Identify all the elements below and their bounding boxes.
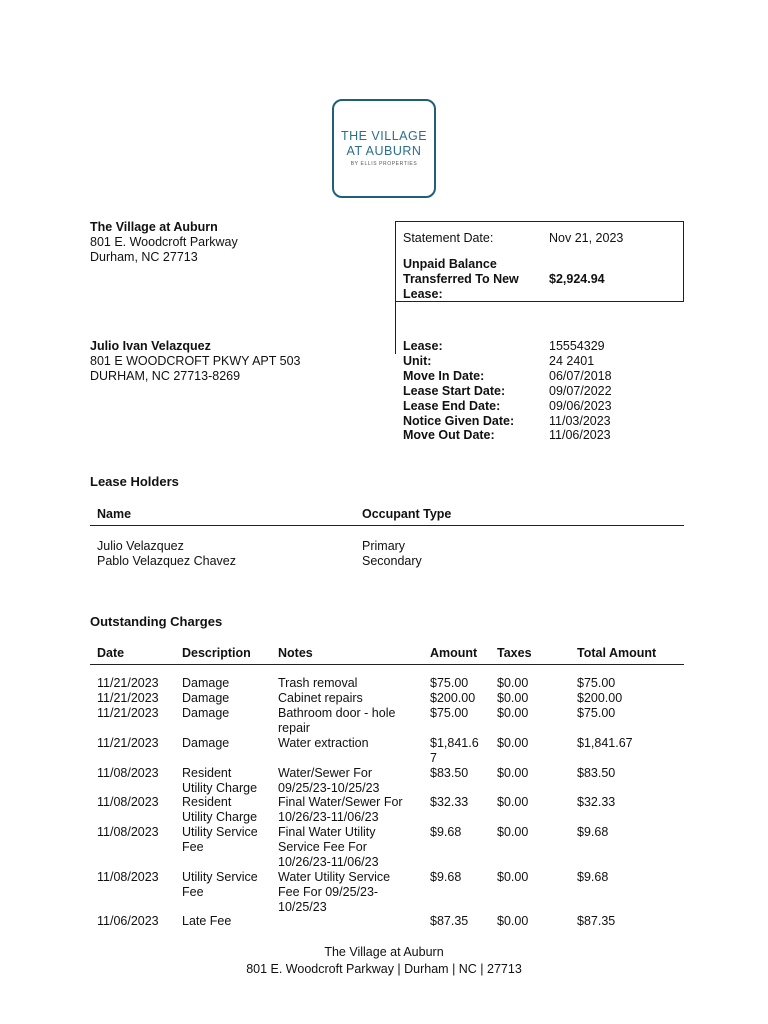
tenant-address-line-2: DURHAM, NC 27713-8269: [90, 369, 241, 383]
unpaid-balance-value: $2,924.94: [549, 272, 605, 286]
charge-desc-cell: Damage: [182, 691, 230, 705]
footer-line-2: 801 E. Woodcroft Parkway | Durham | NC | 27713: [246, 962, 522, 976]
charge-taxes-cell: $0.00: [497, 766, 529, 780]
lease-holders-header: [90, 507, 684, 526]
charge-total-cell: $83.50: [577, 766, 616, 780]
col-notes-header: Notes: [278, 646, 313, 660]
charge-desc-cell: Late Fee: [182, 914, 232, 928]
charge-desc-cell: Damage: [182, 706, 230, 720]
col-name-header: Name: [97, 507, 132, 521]
charge-notes-cell: Water/Sewer For 09/25/23-10/25/23: [278, 766, 380, 795]
charge-total-cell: $75.00: [577, 676, 616, 690]
charge-notes-cell: Bathroom door - hole repair: [278, 706, 396, 735]
property-name: The Village at Auburn: [90, 220, 218, 234]
property-logo: [332, 99, 436, 198]
charge-taxes-cell: $0.00: [497, 676, 529, 690]
divider-line: [395, 302, 396, 354]
charge-notes-cell: Final Water Utility Service Fee For 10/26/23-11/06/23: [278, 825, 379, 869]
unpaid-balance-label: Unpaid Balance Transferred To New Lease:: [403, 257, 519, 301]
charge-date-cell: 11/21/2023: [97, 736, 159, 750]
charge-amount-cell: $9.68: [430, 870, 462, 884]
charge-date-cell: 11/08/2023: [97, 825, 159, 839]
tenant-address-block: [90, 339, 301, 384]
charge-notes-cell: Water extraction: [278, 736, 369, 750]
charge-total-cell: $87.35: [577, 914, 616, 928]
charge-amount-cell: $1,841.6 7: [430, 736, 479, 765]
charge-taxes-cell: $0.00: [497, 691, 529, 705]
statement-date-label: Statement Date:: [403, 231, 494, 245]
charge-amount-cell: $87.35: [430, 914, 469, 928]
charge-desc-cell: Damage: [182, 736, 230, 750]
property-address-line-1: 801 E. Woodcroft Parkway: [90, 235, 238, 249]
charge-total-cell: $9.68: [577, 870, 609, 884]
col-description-header: Description: [182, 646, 251, 660]
charge-desc-cell: Resident Utility Charge: [182, 795, 258, 824]
charge-total-cell: $9.68: [577, 825, 609, 839]
col-total-header: Total Amount: [577, 646, 657, 660]
outstanding-charges-title: Outstanding Charges: [90, 614, 223, 629]
charge-date-cell: 11/21/2023: [97, 691, 159, 705]
charge-date-cell: 11/21/2023: [97, 706, 159, 720]
charge-date-cell: 11/08/2023: [97, 795, 159, 809]
charge-amount-cell: $32.33: [430, 795, 469, 809]
charges-header: [90, 646, 684, 665]
charge-taxes-cell: $0.00: [497, 706, 529, 720]
property-address-block: [90, 220, 238, 265]
charge-date-cell: 11/08/2023: [97, 766, 159, 780]
charge-notes-cell: Cabinet repairs: [278, 691, 363, 705]
charge-date-cell: 11/21/2023: [97, 676, 159, 690]
charge-date-cell: 11/06/2023: [97, 914, 159, 928]
charge-amount-cell: $9.68: [430, 825, 462, 839]
charge-notes-cell: Water Utility Service Fee For 09/25/23- 10/25/23: [278, 870, 391, 914]
charge-taxes-cell: $0.00: [497, 870, 529, 884]
charge-desc-cell: Utility Service Fee: [182, 870, 258, 899]
tenant-name: Julio Ivan Velazquez: [90, 339, 211, 353]
tenant-address-line-1: 801 E WOODCROFT PKWY APT 503: [90, 354, 301, 368]
property-address-line-2: Durham, NC 27713: [90, 250, 198, 264]
col-occupant-type-header: Occupant Type: [362, 507, 452, 521]
col-date-header: Date: [97, 646, 125, 660]
charge-desc-cell: Damage: [182, 676, 230, 690]
charge-taxes-cell: $0.00: [497, 825, 529, 839]
charge-total-cell: $200.00: [577, 691, 623, 705]
charge-taxes-cell: $0.00: [497, 736, 529, 750]
logo-line-1: THE VILLAGE: [340, 129, 428, 143]
statement-date-value: Nov 21, 2023: [549, 231, 624, 245]
footer-line-1: The Village at Auburn: [324, 945, 444, 959]
lease-holders-title: Lease Holders: [90, 474, 179, 489]
logo-line-3: BY ELLIS PROPERTIES: [350, 161, 418, 167]
charge-amount-cell: $75.00: [430, 706, 469, 720]
charge-desc-cell: Resident Utility Charge: [182, 766, 258, 795]
charge-total-cell: $75.00: [577, 706, 616, 720]
charge-taxes-cell: $0.00: [497, 795, 529, 809]
charge-total-cell: $32.33: [577, 795, 616, 809]
charge-amount-cell: $200.00: [430, 691, 476, 705]
col-amount-header: Amount: [430, 646, 478, 660]
charge-notes-cell: Final Water/Sewer For 10/26/23-11/06/23: [278, 795, 403, 824]
charge-desc-cell: Utility Service Fee: [182, 825, 258, 854]
col-taxes-header: Taxes: [497, 646, 532, 660]
charge-amount-cell: $83.50: [430, 766, 469, 780]
logo-line-2: AT AUBURN: [346, 144, 422, 158]
charge-notes-cell: Trash removal: [278, 676, 358, 690]
charge-date-cell: 11/08/2023: [97, 870, 159, 884]
charge-taxes-cell: $0.00: [497, 914, 529, 928]
charge-total-cell: $1,841.67: [577, 736, 633, 750]
charge-amount-cell: $75.00: [430, 676, 469, 690]
